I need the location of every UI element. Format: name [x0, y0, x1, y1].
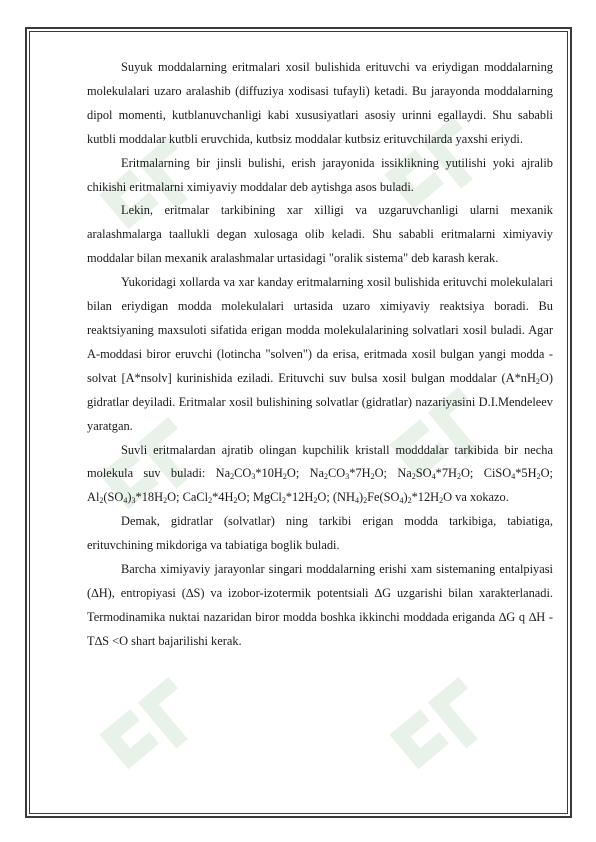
formula-mohr-salt: $(NH_4)_2Fe(SO_4)_2*12H_2O$ va xokazo.: [332, 490, 509, 506]
formula-ciso4-5h2o: $CiSO_4*5H_2O$;: [483, 466, 553, 482]
paragraph-5-hydrate-formulas: Suvli eritmalardan ajratib olingan kupchilik kristall modddalar tarkibida bir necha molekula suv buladi: $Na_2CO_3*10H_2O$; $Na_2CO_3*7H_2O$; $Na_2SO_4*7H_2O$; $CiSO_4*5H_2O$; $Al_2(SO_4)_3*18H_2O$; $CaCl_2*4H_2O$; $MgCl_2*12H_2O$; $(NH_4)_2Fe(SO_4)_2*12H_2O$ va xokazo.: [87, 442, 553, 506]
formula-na2so4-7h2o: $Na_2SO_4*7H_2O$;: [397, 466, 474, 482]
paragraph-7: Barcha ximiyaviy jarayonlar singari moddalarning erishi xam sistemaning entalpiyasi (∆H), entropiyasi (∆S) va izobor-izotermik potentsiali ∆G uzgarishi bilan xarakterlanadi. Termodinamika nuktai nazaridan biror modda boshka ikkinchi moddada eriganda ∆G q ∆H - T∆S <O shart bajarilishi kerak.: [87, 562, 553, 648]
formula-al2so43-18h2o: $Al_2(SO_4)_3*18H_2O$;: [87, 490, 180, 506]
formula-na2co3-10h2o: $Na_2CO_3*10H_2O$;: [215, 466, 300, 482]
paragraph-6: Demak, gidratlar (solvatlar) ning tarkibi erigan modda tarkibiga, tabiatiga, erituvchining mikdoriga va tabiatiga boglik buladi.: [87, 514, 553, 553]
paragraph-1: Suyuk moddalarning eritmalari xosil bulishida erituvchi va eriydigan moddalarning molekulalari uzaro aralashib (diffuziya xodisasi tufayli) ketadi. Bu jarayonda moddalarning dipol momenti, kutblanuvchanligi kabi xususiyatlari asosiy urinni egallaydi. Shu sababli kutbli moddalar kutbli eruvchida, kutbsiz moddalar kutbsiz erituvchilarda yaxshi eriydi.: [87, 60, 553, 146]
formula-cacl2-4h2o: $CaCl_2*4H_2O$;: [182, 490, 250, 506]
paragraph-4: Yukoridagi xollarda va xar kanday eritmalarning xosil bulishida erituvchi molekulalari bilan eriydigan modda molekulalari urtasida uzaro ximiyaviy reaktsiya boradi. Bu reaktsiyaning maxsuloti sifatida erigan modda molekulalarining solvatlari xosil buladi. Agar A-moddasi biror eruvchi (lotincha "solven") da erisa, eritmada xosil bulgan yangi modda - solvat [A*nsolv] kurinishida eziladi. Erituvchi suv bulsa xosil bulgan moddalar $(A*nH_2O)$ gidratlar deyiladi. Eritmalar xosil bulishining solvatlar (gidratlar) nazariyasini D.I.Mendeleev yaratgan.: [87, 275, 553, 433]
paragraph-3: Lekin, eritmalar tarkibining xar xilligi va uzgaruvchanligi ularni mexanik aralashmalarga taallukli degan xulosaga olib keladi. Shu sababli eritmalarni ximiyaviy moddalar bilan mexanik aralashmalar urtasidagi "oralik sistema" deb karash kerak.: [87, 203, 553, 266]
document-body: [87, 56, 553, 654]
formula-na2co3-7h2o: $Na_2CO_3*7H_2O$;: [309, 466, 388, 482]
formula-mgcl2-12h2o: $MgCl_2*12H_2O$;: [252, 490, 330, 506]
paragraph-2: Eritmalarning bir jinsli bulishi, erish jarayonida issiklikning yutilishi yoki ajralib chikishi eritmalarni ximiyaviy moddalar deb aytishga asos buladi.: [87, 155, 553, 194]
